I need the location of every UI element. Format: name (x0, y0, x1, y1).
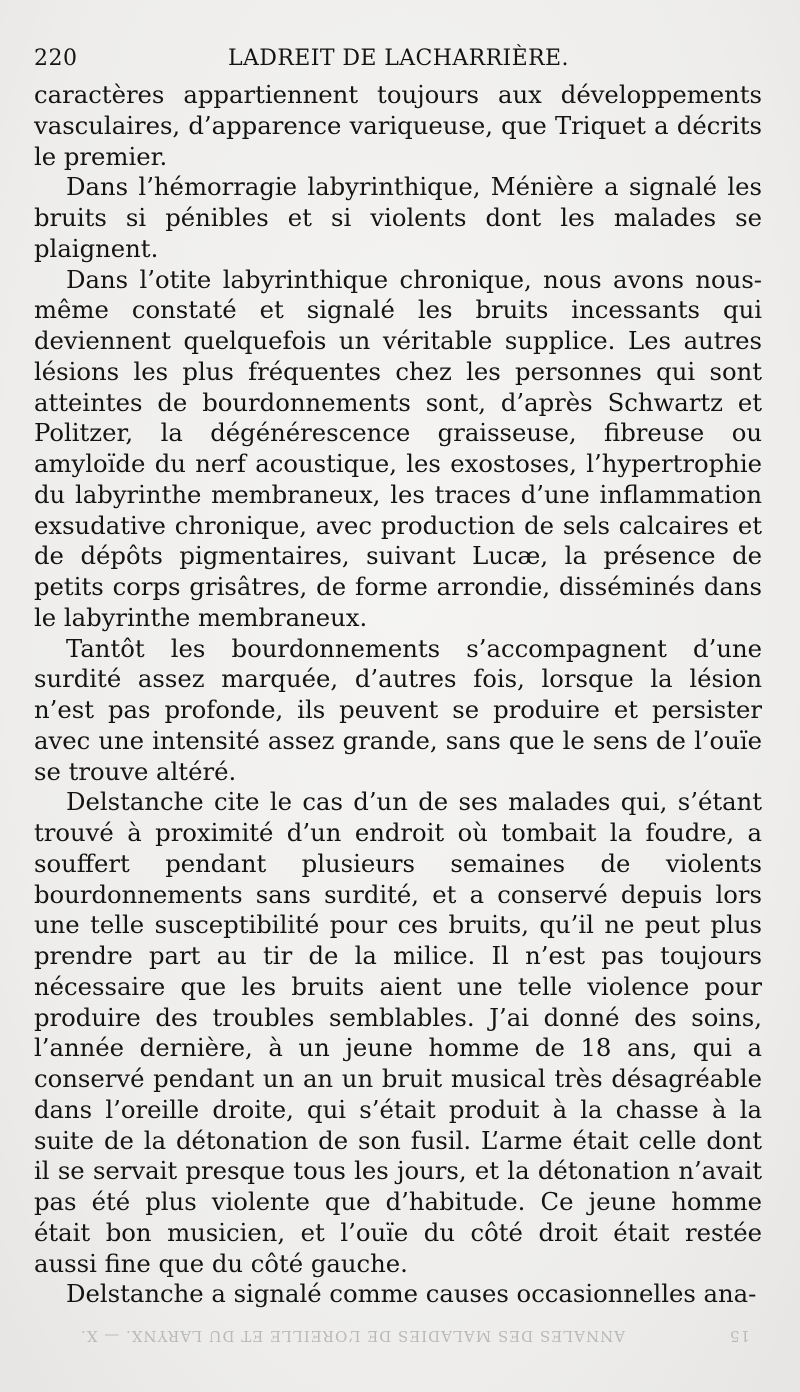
running-title: LADREIT DE LACHARRIÈRE. (228, 46, 569, 71)
paragraph-delstanche-case: Delstanche cite le cas d’un de ses malades qui, s’étant trouvé à proximité d’un endroit où tombait la foudre, a souffert pendant plusieurs semaines de violents bourdonnements sans surdité, et a conservé depuis lors une telle susceptibilité pour ces bruits, qu’il ne peut plus prendre part au tir de la milice. Il n’est pas toujours nécessaire que les bruits aient une telle violence pour produire des troubles semblables. J’ai donné des soins, l’année dernière, à un jeune homme de 18 ans, qui a conservé pendant un an un bruit musical très désagréable dans l’oreille droite, qui s’était produit à la chasse à la suite de la détonation de son fusil. L’arme était celle dont il se servait presque tous les jours, et la détonation n’avait pas été plus violente que d’habitude. Ce jeune homme était bon musicien, et l’ouïe du côté droit était restée aussi fine que du côté gauche. (34, 787, 762, 1278)
paragraph-deafness: Tantôt les bourdonnements s’accompagnent d’une surdité assez marquée, d’autres fois, lorsque la lésion n’est pas profonde, ils peuvent se produire et persister avec une intensité assez grande, sans que le sens de l’ouïe se trouve altéré. (34, 633, 762, 786)
page-header (34, 42, 760, 76)
signature-text: ANNALES DES MALADIES DE L’OREILLE ET DU LARYNX. — X. (80, 1327, 626, 1345)
body-text (34, 80, 762, 1310)
page-number: 220 (34, 46, 78, 71)
paragraph-hemorrhage: Dans l’hémorragie labyrinthique, Ménière a signalé les bruits si pénibles et si violents dont les malades se plaignent. (34, 172, 762, 263)
paragraph-continuation: caractères appartiennent toujours aux développements vasculaires, d’apparence variqueuse, que Triquet a décrits le premier. (34, 80, 762, 171)
signature-number: 15 (728, 1327, 750, 1345)
show-through-signature (80, 1322, 750, 1350)
paragraph-chronic-otitis: Dans l’otite labyrinthique chronique, nous avons nous-même constaté et signalé les bruits incessants qui deviennent quelquefois un véritable supplice. Les autres lésions les plus fréquentes chez les personnes qui sont atteintes de bourdonnements sont, d’après Schwartz et Politzer, la dégénérescence graisseuse, fibreuse ou amyloïde du nerf acoustique, les exostoses, l’hypertrophie du labyrinthe membraneux, les traces d’une inflammation exsudative chronique, avec production de sels calcaires et de dépôts pigmentaires, suivant Lucæ, la présence de petits corps grisâtres, de forme arrondie, disséminés dans le labyrinthe membraneux. (34, 264, 762, 632)
paragraph-causes: Delstanche a signalé comme causes occasionnelles ana- (66, 1279, 757, 1309)
